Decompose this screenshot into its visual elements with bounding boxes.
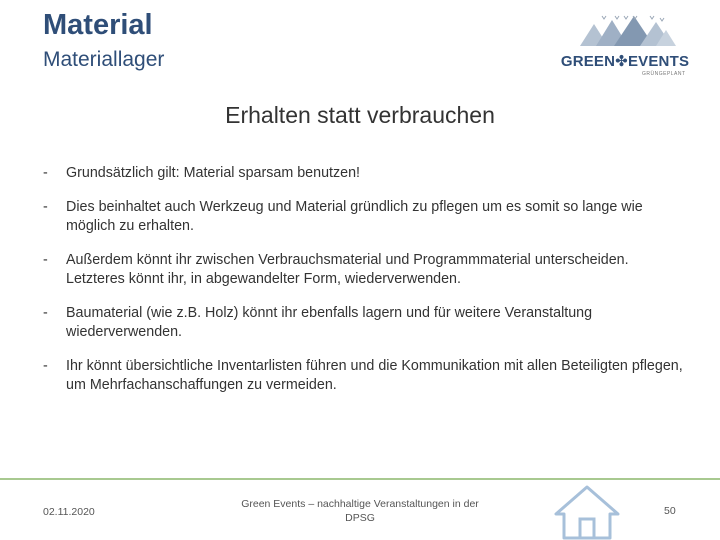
footer-divider: [0, 478, 720, 480]
bullet-text: Außerdem könnt ihr zwischen Verbrauchsmaterial und Programmmaterial unterscheiden. Letzteres könnt ihr, in abgewandelter Form, wiederverwenden.: [66, 252, 629, 287]
list-item: [43, 304, 683, 342]
green-events-logo: [560, 14, 690, 78]
slide-title: Material: [43, 9, 153, 41]
bullet-text: Grundsätzlich gilt: Material sparsam benutzen!: [66, 165, 361, 181]
bullet-text: Baumaterial (wie z.B. Holz) könnt ihr ebenfalls lagern und für weitere Veranstaltung wiederverwenden.: [66, 305, 593, 340]
slide-heading: Erhalten statt verbrauchen: [225, 102, 495, 128]
list-item: [43, 164, 683, 183]
list-item: [43, 198, 683, 236]
slide-subtitle: Materiallager: [43, 48, 165, 71]
logo-tagline: GRÜNGEPLANT: [642, 71, 686, 77]
logo-wordmark: GREEN✤EVENTS: [560, 53, 690, 70]
mountain-tents-logo-icon: [560, 14, 690, 54]
bullet-list: [43, 164, 683, 410]
bullet-marker: -: [43, 252, 48, 268]
bullet-marker: -: [43, 305, 48, 321]
footer-title: Green Events – nachhaltige Veranstaltungen in der DPSG: [241, 498, 479, 524]
bullet-text: Ihr könnt übersichtliche Inventarlisten führen und die Kommunikation mit allen Beteiligten pflegen, um Mehrfachanschaffungen zu vermeiden.: [66, 358, 683, 393]
footer-date: 02.11.2020: [43, 506, 95, 518]
bullet-marker: -: [43, 165, 48, 181]
home-icon[interactable]: [552, 484, 622, 540]
bullet-marker: -: [43, 199, 48, 215]
page-number: 50: [664, 505, 676, 517]
list-item: [43, 251, 683, 289]
bullet-marker: -: [43, 358, 48, 374]
bullet-text: Dies beinhaltet auch Werkzeug und Material gründlich zu pflegen um es somit so lange wie möglich zu erhalten.: [66, 199, 643, 234]
list-item: [43, 357, 683, 395]
